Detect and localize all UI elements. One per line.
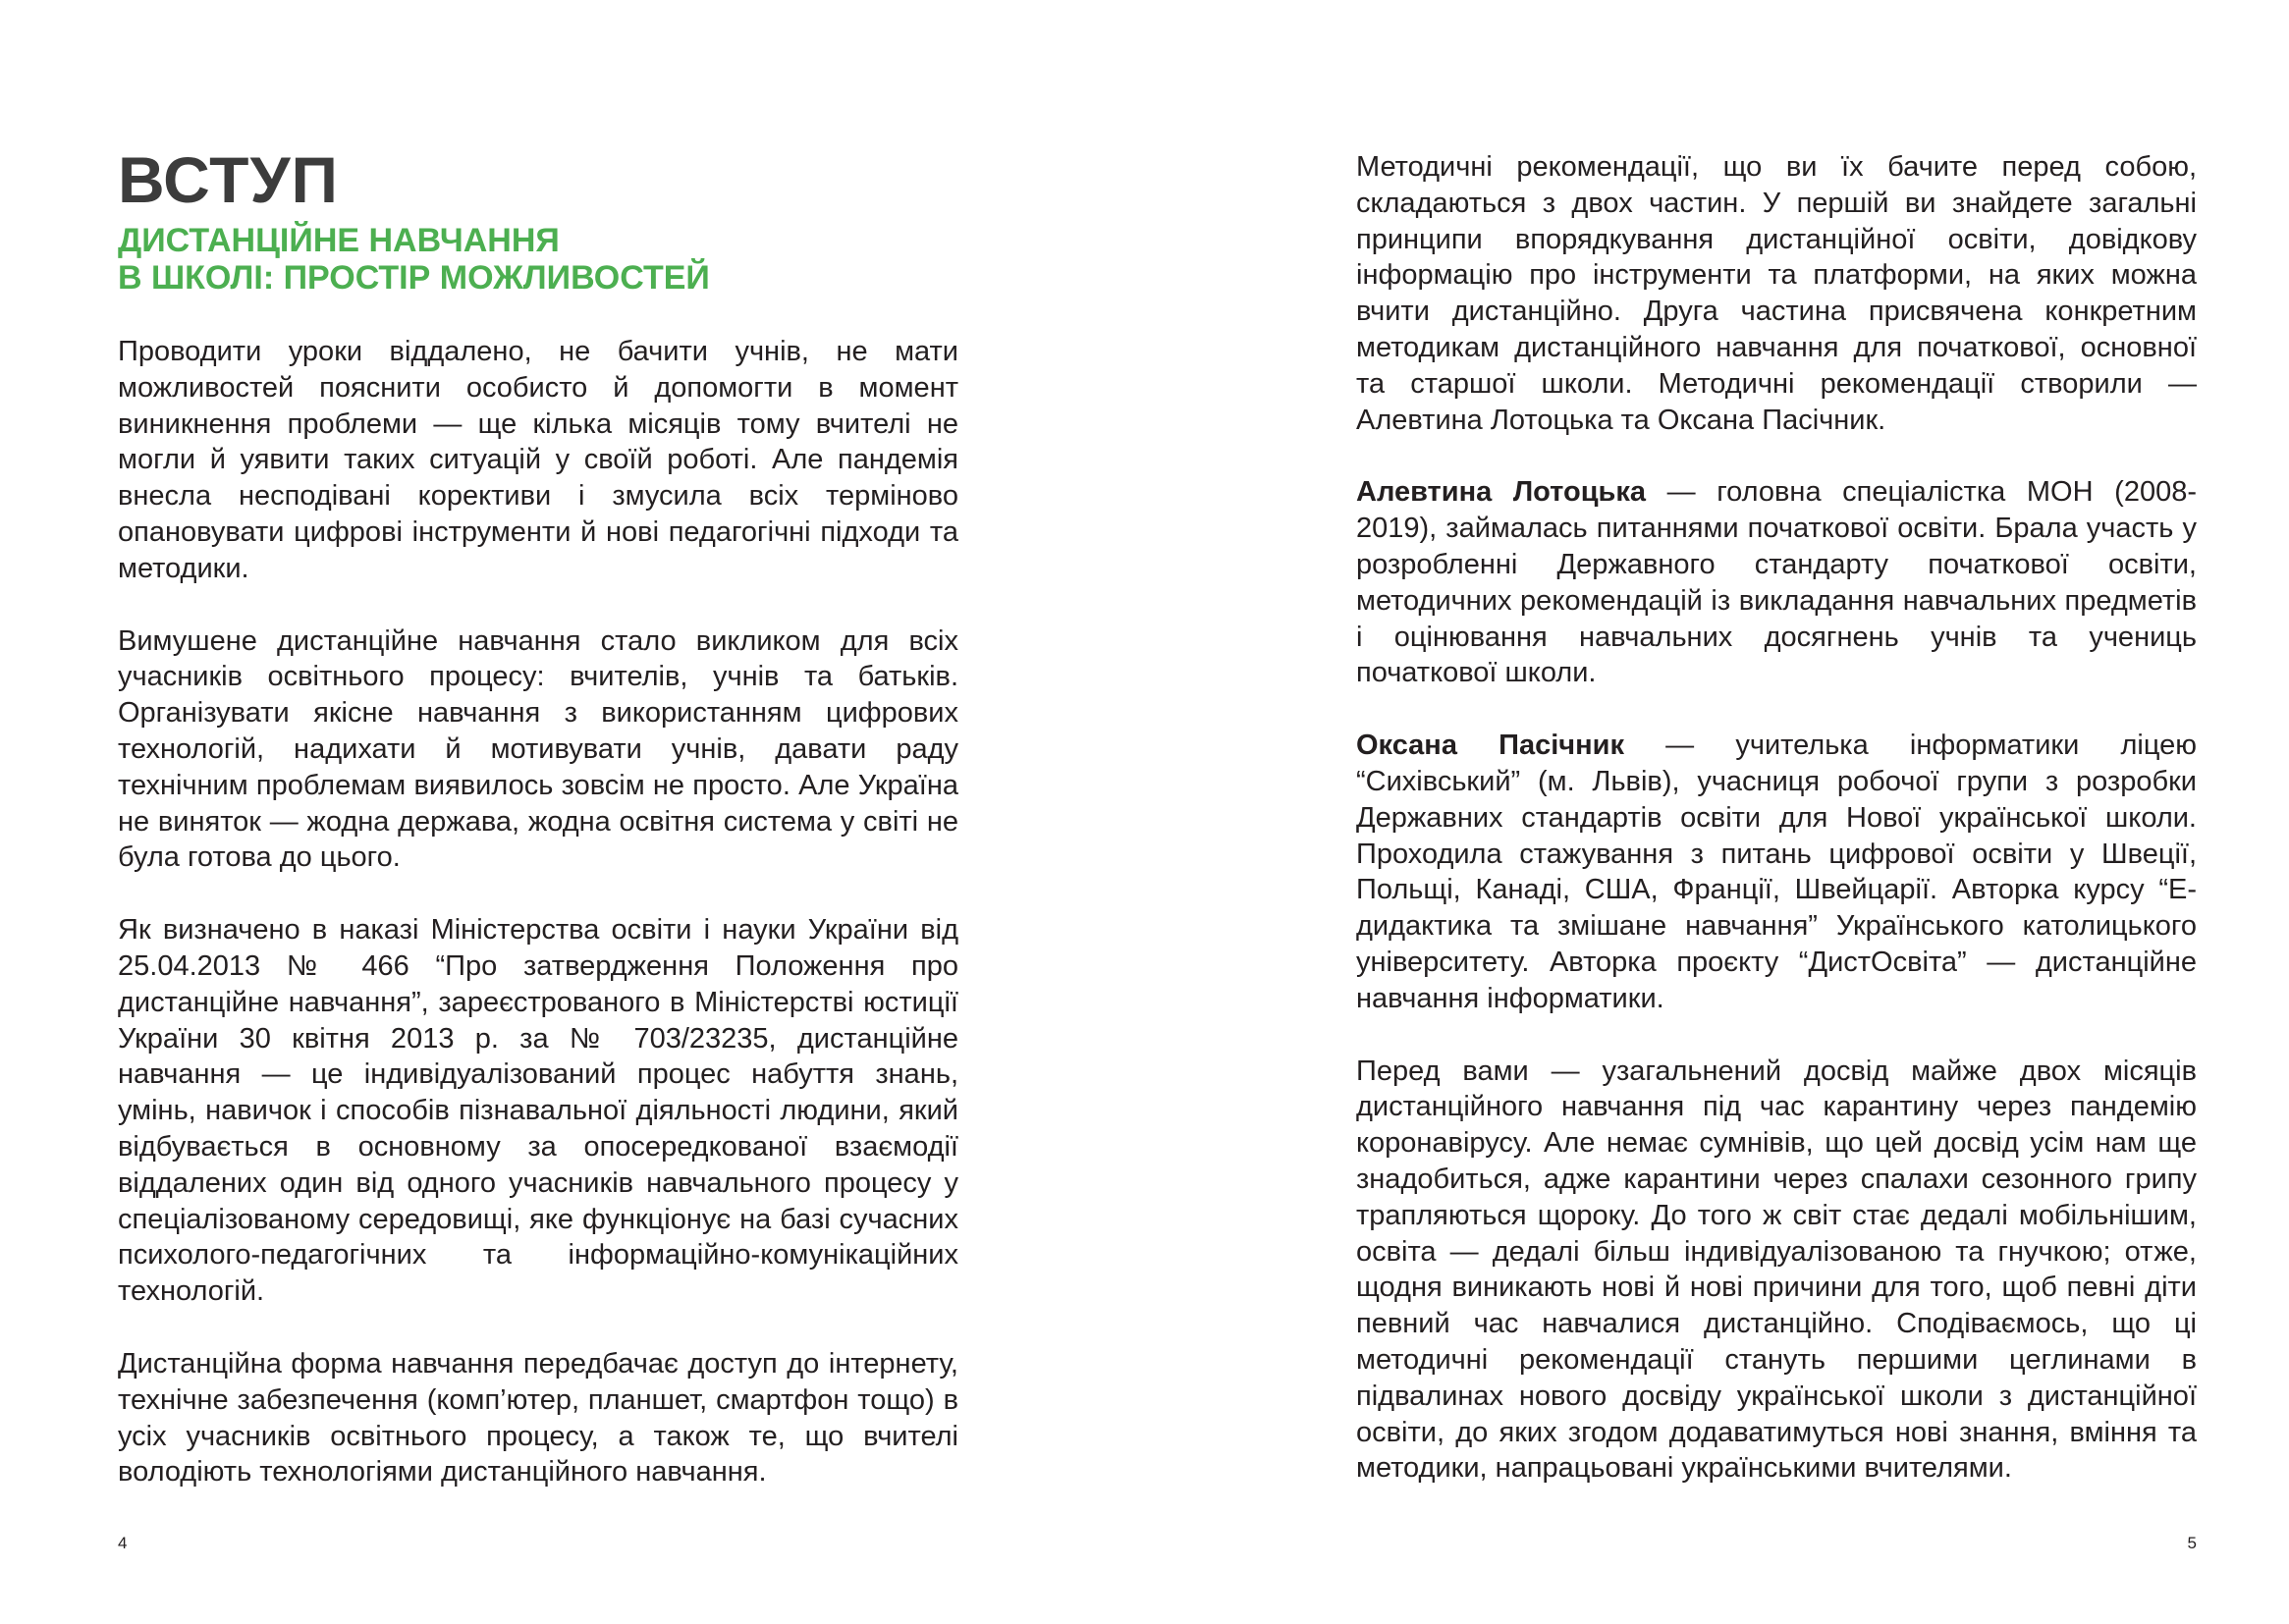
right-page bbox=[1356, 0, 2197, 1624]
page-subheading bbox=[118, 222, 710, 297]
author-name-pasichnyk: Оксана Пасічник bbox=[1356, 730, 1624, 762]
subheading-line-1: ДИСТАНЦІЙНЕ НАВЧАННЯ bbox=[118, 222, 560, 259]
paragraph-author-pasichnyk bbox=[1356, 728, 2197, 1016]
paragraph-ministry-definition: Як визначено в наказі Міністерства освіти і науки України від 25.04.2013 № 466 “Про затвердження Положення про дистанційне навчання”, зареєстрованого в Міністерстві юстиції України 30 квітня 2013 р. за № 703/23235, дистанційне навчання — це індивідуалізований процес набуття знань, умінь, навичок і способів пізнавальної діяльності людини, який відбувається в основному за опосередкованої взаємодії віддалених один від одного учасників навчального процесу у спеціалізованому середовищі, яке функціонує на базі сучасних психолого-педагогічних та інформаційно-комунікаційних технологій. bbox=[118, 914, 958, 1308]
paragraph-closing-experience: Перед вами — узагальнений досвід майже двох місяців дистанційного навчання під час карантину через пандемію коронавірусу. Але немає сумнівів, що цей досвід усім нам ще знадобиться, адже карантини через спалахи сезонного грипу трапляються щороку. До того ж світ стає дедалі мобільнішим, освіта — дедалі більш індивідуалізованою та гнучкою; отже, щодня виникають нові й нові причини для того, щоб певні діти певний час навчалися дистанційно. Сподіваємось, що ці методичні рекомендації стануть першими цеглинами в підвалинах нового досвіду української школи з дистанційної освіти, до яких згодом додаватимуться нові знання, вміння та методики, напрацьовані українськими вчителями. bbox=[1356, 1055, 2197, 1485]
author-bio-lototska: — головна спеціалістка МОН (2008-2019), займалась питаннями початкової освіти. Брала участь у розробленні Державного стандарту початкової освіти, методичних рекомендацій із викладання навчальних предметів і оцінювання навчальних досягнень учнів та учениць початкової школи. bbox=[1356, 476, 2197, 689]
paragraph-distance-form-requirements: Дистанційна форма навчання передбачає доступ до інтернету, технічне забезпечення (комп’ютер, планшет, смартфон тощо) в усіх учасників освітнього процесу, а також те, що вчителі володіють технологіями дистанційного навчання. bbox=[118, 1347, 958, 1489]
subheading-line-2: В ШКОЛІ: ПРОСТІР МОЖЛИВОСТЕЙ bbox=[118, 259, 710, 297]
paragraph-forced-distance-learning: Вимушене дистанційне навчання стало викликом для всіх учасників освітнього процесу: вчителів, учнів та батьків. Організувати якісне навчання з використанням цифрових технологій, надихати й мотивувати учнів, давати раду технічним проблемам виявилось зовсім не просто. Але Україна не виняток — жодна держава, жодна освітня система у світі не була готова до цього. bbox=[118, 624, 958, 874]
left-body-text bbox=[118, 334, 958, 1527]
paragraph-author-lototska bbox=[1356, 474, 2197, 691]
author-name-lototska: Алевтина Лотоцька bbox=[1356, 476, 1647, 509]
author-bio-pasichnyk: — учителька інформатики ліцею “Сихівський” (м. Львів), учасниця робочої групи з розробки Державних стандартів освіти для Нової української школи. Проходила стажування з питань цифрової освіти у Швеції, Польщі, Канаді, США, Франції, Швейцарії. Авторка курсу “Е-дидактика та змішане навчання” Українського католицького університету. Авторка проєкту “ДистОсвіта” — дистанційне навчання інформатики. bbox=[1356, 730, 2197, 1014]
page-number-left: 4 bbox=[118, 1534, 128, 1552]
left-page bbox=[118, 0, 958, 1624]
right-body-text bbox=[1356, 149, 2197, 1523]
page-number-right: 5 bbox=[2187, 1534, 2197, 1552]
paragraph-remote-lessons: Проводити уроки віддалено, не бачити учнів, не мати можливостей пояснити особисто й допомогти в момент виникнення проблеми — ще кілька місяців тому вчителі не могли й уявити таких ситуацій у своїй роботі. Але пандемія внесла несподівані корективи і змусила всіх терміново опановувати цифрові інструменти й нові педагогічні підходи та методики. bbox=[118, 336, 958, 584]
page-heading: ВСТУП bbox=[118, 143, 339, 216]
paragraph-guidelines-intro: Методичні рекомендації, що ви їх бачите перед собою, складаються з двох частин. У першій ви знайдете загальні принципи впорядкування дистанційної освіти, довідкову інформацію про інструменти та платформи, на яких можна вчити дистанційно. Друга частина присвячена конкретним методикам дистанційного навчання для початкової, основної та старшої школи. Методичні рекомендації створили — Алевтина Лотоцька та Оксана Пасічник. bbox=[1356, 151, 2197, 436]
